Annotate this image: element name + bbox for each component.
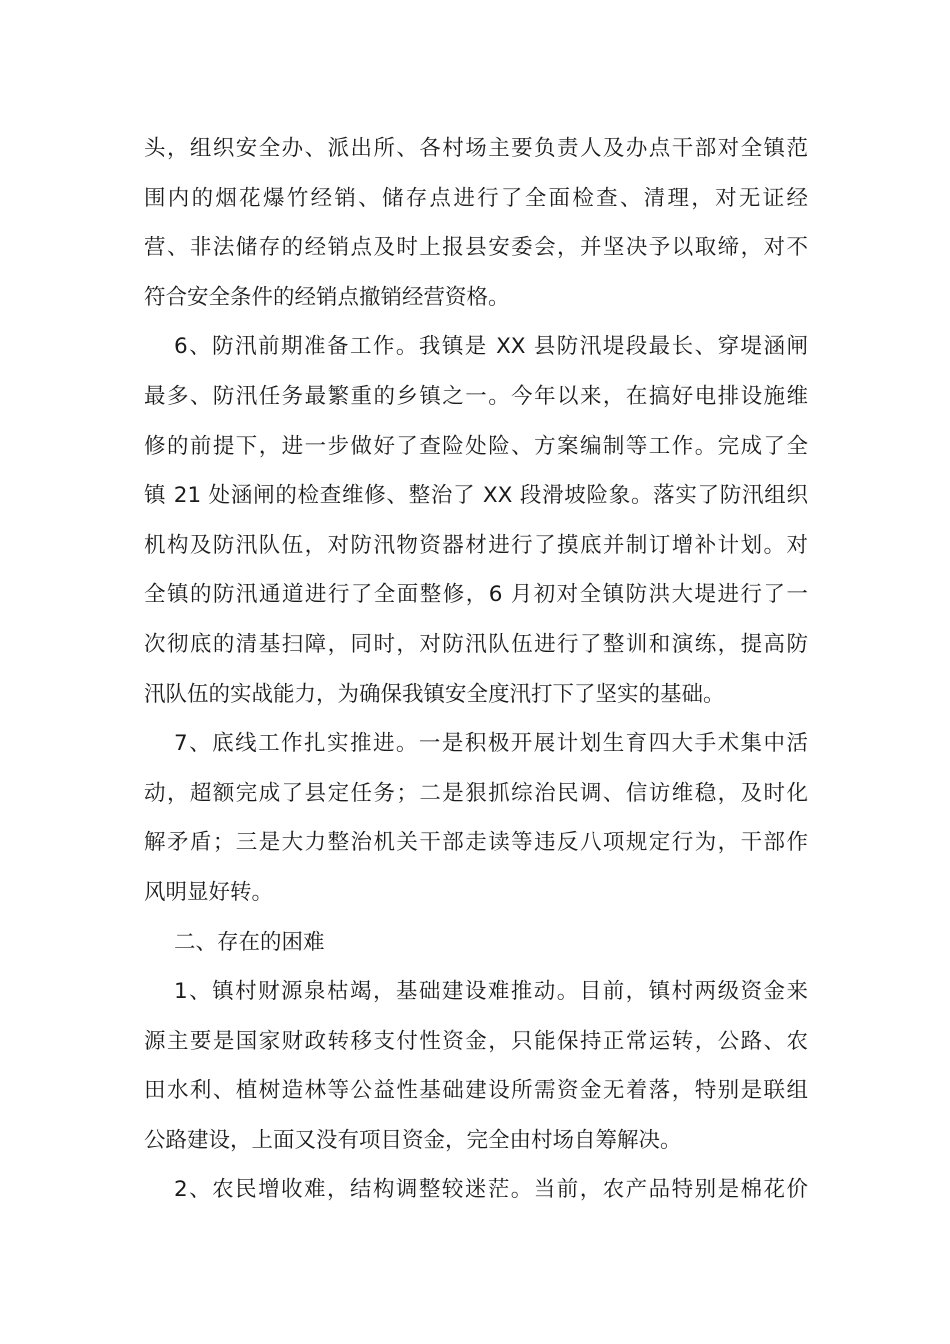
body-text-line: 田水利、植树造林等公益性基础建设所需资金无着落，特别是联组	[144, 1078, 808, 1104]
document-body	[144, 124, 808, 1215]
body-text-line: 二、存在的困难	[174, 929, 325, 955]
body-text-line: 解矛盾；三是大力整治机关干部走读等违反八项规定行为，干部作	[144, 830, 808, 856]
body-text-line: 符合安全条件的经销点撤销经营资格。	[144, 284, 510, 310]
body-text-line: 头，组织安全办、派出所、各村场主要负责人及办点干部对全镇范	[144, 136, 808, 161]
body-text-line: 围内的烟花爆竹经销、储存点进行了全面检查、清理，对无证经	[144, 185, 808, 211]
body-text-line: 全镇的防汛通道进行了全面整修，6 月初对全镇防洪大堤进行了一	[144, 582, 808, 608]
body-text-line: 风明显好转。	[144, 879, 274, 905]
body-text-line: 最多、防汛任务最繁重的乡镇之一。今年以来，在搞好电排设施维	[144, 383, 808, 409]
body-text-line: 2、农民增收难，结构调整较迷茫。当前，农产品特别是棉花价	[174, 1177, 808, 1203]
body-text-line: 源主要是国家财政转移支付性资金，只能保持正常运转，公路、农	[144, 1028, 808, 1054]
body-text-line: 6、防汛前期准备工作。我镇是 XX 县防汛堤段最长、穿堤涵闸	[174, 334, 808, 360]
body-text-line: 动，超额完成了县定任务；二是狠抓综治民调、信访维稳，及时化	[144, 780, 808, 806]
body-text-line: 机构及防汛队伍，对防汛物资器材进行了摸底并制订增补计划。对	[144, 532, 808, 558]
body-text-line: 1、镇村财源泉枯竭，基础建设难推动。目前，镇村两级资金来	[174, 979, 808, 1005]
body-text-line: 修的前提下，进一步做好了查险处险、方案编制等工作。完成了全	[144, 433, 808, 459]
body-text-line: 汛队伍的实战能力，为确保我镇安全度汛打下了坚实的基础。	[144, 681, 725, 707]
body-text-line: 营、非法储存的经销点及时上报县安委会，并坚决予以取缔，对不	[144, 235, 808, 261]
body-text-line: 次彻底的清基扫障，同时，对防汛队伍进行了整训和演练，提高防	[144, 631, 808, 657]
body-text-line: 7、底线工作扎实推进。一是积极开展计划生育四大手术集中活	[174, 731, 808, 757]
body-text-line: 镇 21 处涵闸的检查维修、整治了 XX 段滑坡险象。落实了防汛组织	[144, 483, 808, 509]
body-text-line: 公路建设，上面又没有项目资金，完全由村场自筹解决。	[144, 1127, 682, 1153]
